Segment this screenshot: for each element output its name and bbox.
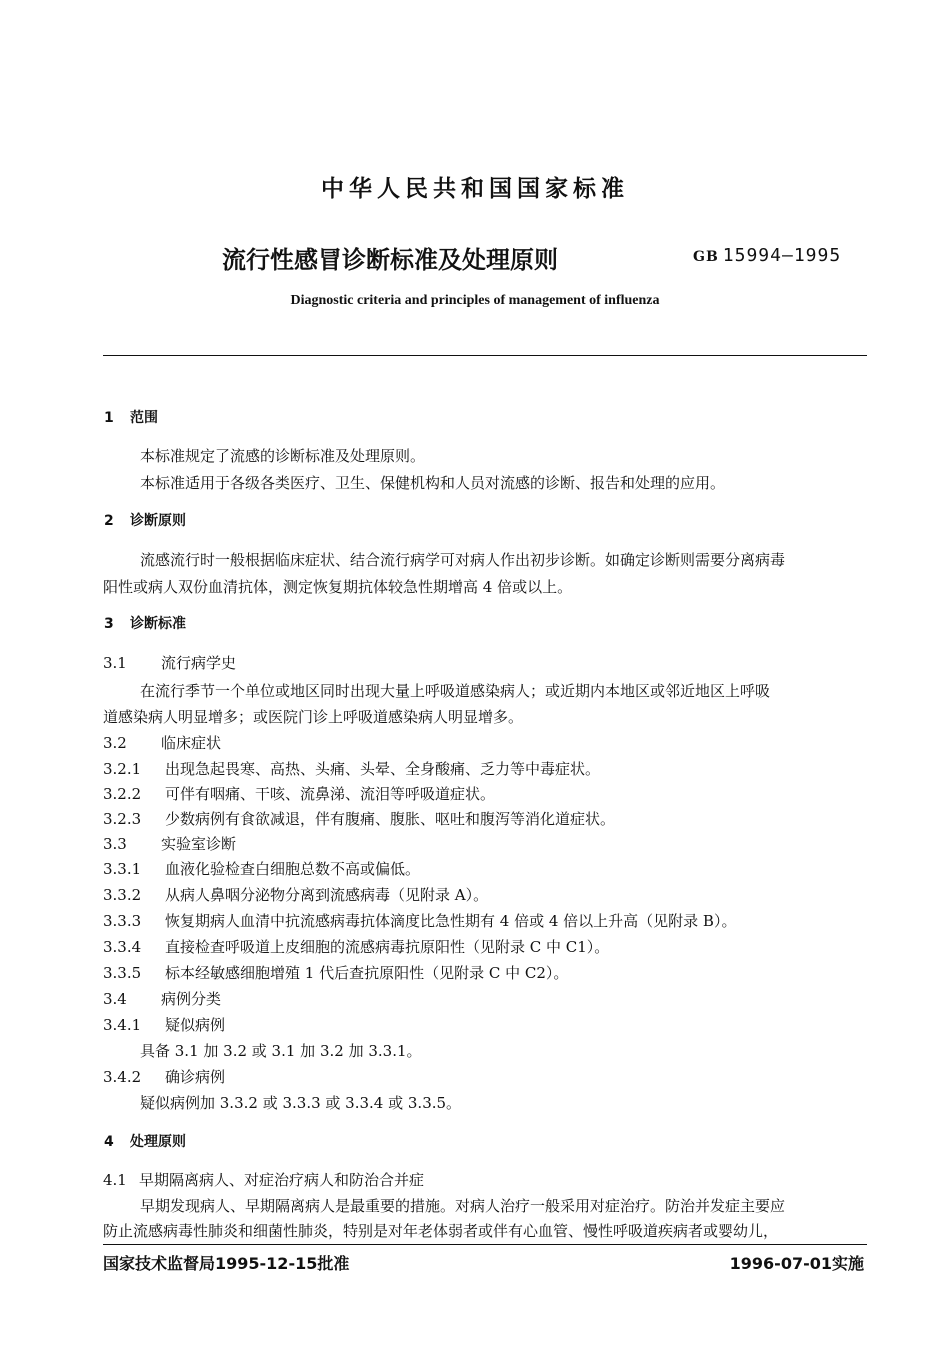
subsection-title: 实验室诊断 — [161, 835, 237, 853]
header-divider — [103, 355, 867, 356]
english-title: Diagnostic criteria and principles of management of influenza — [290, 293, 660, 308]
clause-number: 3.2.3 — [103, 810, 142, 828]
subsection-title: 流行病学史 — [161, 654, 237, 672]
section-title: 诊断标准 — [130, 616, 186, 632]
clause-number: 3.4.2 — [103, 1068, 142, 1086]
subsection-3-1 — [103, 652, 236, 673]
clause-text: 少数病例有食欲减退，伴有腹痛、腹胀、呕吐和腹泻等消化道症状。 — [165, 810, 616, 828]
clause-text: 直接检查呼吸道上皮细胞的流感病毒抗原阳性（见附录 C 中 C1）。 — [165, 938, 610, 956]
section-2-heading — [104, 510, 186, 530]
subsection-3-4 — [103, 988, 221, 1009]
subsection-3-3 — [103, 833, 236, 854]
subsection-number: 3.1 — [103, 654, 127, 672]
clause-title: 确诊病例 — [165, 1068, 226, 1086]
national-standard-heading: 中华人民共和国国家标准 — [321, 176, 629, 202]
clause-number: 3.3.5 — [103, 964, 142, 982]
clause-title: 疑似病例 — [165, 1016, 226, 1034]
section-title: 诊断原则 — [130, 513, 186, 529]
subsection-title: 病例分类 — [161, 990, 222, 1008]
clause-text: 恢复期病人血清中抗流感病毒抗体滴度比急性期有 4 倍或 4 倍以上升高（见附录 B）。 — [165, 912, 737, 930]
paragraph: 早期发现病人、早期隔离病人是最重要的措施。对病人治疗一般采用对症治疗。防治并发症主要应 — [140, 1197, 786, 1215]
clause-text: 标本经敏感细胞增殖 1 代后查抗原阳性（见附录 C 中 C2）。 — [165, 964, 569, 982]
clause-number: 3.2.1 — [103, 760, 142, 778]
implementation-date: 1996-07-01实施 — [729, 1254, 864, 1273]
clause-3-3-2 — [103, 884, 488, 905]
clause-text: 从病人鼻咽分泌物分离到流感病毒（见附录 A）。 — [165, 886, 489, 904]
clause-3-3-5 — [103, 962, 568, 983]
paragraph: 疑似病例加 3.3.2 或 3.3.3 或 3.3.4 或 3.3.5。 — [140, 1094, 462, 1112]
paragraph: 流感流行时一般根据临床症状、结合流行病学可对病人作出初步诊断。如确定诊断则需要分离病毒 — [140, 551, 786, 569]
subsection-number: 3.4 — [103, 990, 127, 1008]
clause-3-2-1 — [103, 758, 600, 779]
clause-number: 3.3.4 — [103, 938, 142, 956]
subsection-4-1 — [103, 1169, 424, 1190]
clause-3-3-4 — [103, 936, 609, 957]
clause-3-4-2 — [103, 1066, 225, 1087]
subsection-number: 3.2 — [103, 734, 127, 752]
clause-number: 3.4.1 — [103, 1016, 142, 1034]
approval-info: 国家技术监督局1995-12-15批准 — [103, 1254, 350, 1273]
document-title: 流行性感冒诊断标准及处理原则 — [222, 246, 558, 274]
clause-number: 3.3.1 — [103, 860, 142, 878]
section-1-heading — [104, 407, 158, 427]
paragraph: 具备 3.1 加 3.2 或 3.1 加 3.2 加 3.3.1。 — [140, 1042, 422, 1060]
subsection-number: 3.3 — [103, 835, 127, 853]
section-number: 1 — [104, 410, 114, 426]
clause-text: 出现急起畏寒、高热、头痛、头晕、全身酸痛、乏力等中毒症状。 — [165, 760, 601, 778]
clause-3-2-3 — [103, 808, 615, 829]
clause-text: 血液化验检查白细胞总数不高或偏低。 — [165, 860, 421, 878]
clause-text: 可伴有咽痛、干咳、流鼻涕、流泪等呼吸道症状。 — [165, 785, 496, 803]
paragraph: 本标准适用于各级各类医疗、卫生、保健机构和人员对流感的诊断、报告和处理的应用。 — [140, 474, 726, 492]
clause-3-2-2 — [103, 783, 495, 804]
paragraph: 道感染病人明显增多；或医院门诊上呼吸道感染病人明显增多。 — [103, 708, 524, 726]
standard-code — [693, 245, 841, 266]
paragraph: 本标准规定了流感的诊断标准及处理原则。 — [140, 447, 426, 465]
subsection-number: 4.1 — [103, 1171, 127, 1189]
section-title: 范围 — [130, 410, 158, 426]
subsection-title: 早期隔离病人、对症治疗病人和防治合并症 — [139, 1171, 425, 1189]
section-title: 处理原则 — [130, 1134, 186, 1150]
clause-3-3-3 — [103, 910, 736, 931]
gb-number: 15994—1995 — [722, 245, 842, 266]
section-number: 3 — [104, 616, 114, 632]
section-4-heading — [104, 1131, 186, 1151]
paragraph: 阳性或病人双份血清抗体，测定恢复期抗体较急性期增高 4 倍或以上。 — [103, 578, 573, 596]
subsection-title: 临床症状 — [161, 734, 222, 752]
clause-3-4-1 — [103, 1014, 225, 1035]
footer-divider — [103, 1244, 867, 1245]
paragraph: 防止流感病毒性肺炎和细菌性肺炎，特别是对年老体弱者或伴有心血管、慢性呼吸道疾病者或婴幼儿， — [103, 1222, 779, 1240]
section-number: 4 — [104, 1134, 114, 1150]
section-number: 2 — [104, 513, 114, 529]
subsection-3-2 — [103, 732, 221, 753]
section-3-heading — [104, 613, 186, 633]
clause-number: 3.3.3 — [103, 912, 142, 930]
clause-number: 3.3.2 — [103, 886, 142, 904]
paragraph: 在流行季节一个单位或地区同时出现大量上呼吸道感染病人；或近期内本地区或邻近地区上呼吸 — [140, 682, 771, 700]
clause-number: 3.2.2 — [103, 785, 142, 803]
clause-3-3-1 — [103, 858, 420, 879]
gb-prefix: GB — [693, 249, 719, 265]
